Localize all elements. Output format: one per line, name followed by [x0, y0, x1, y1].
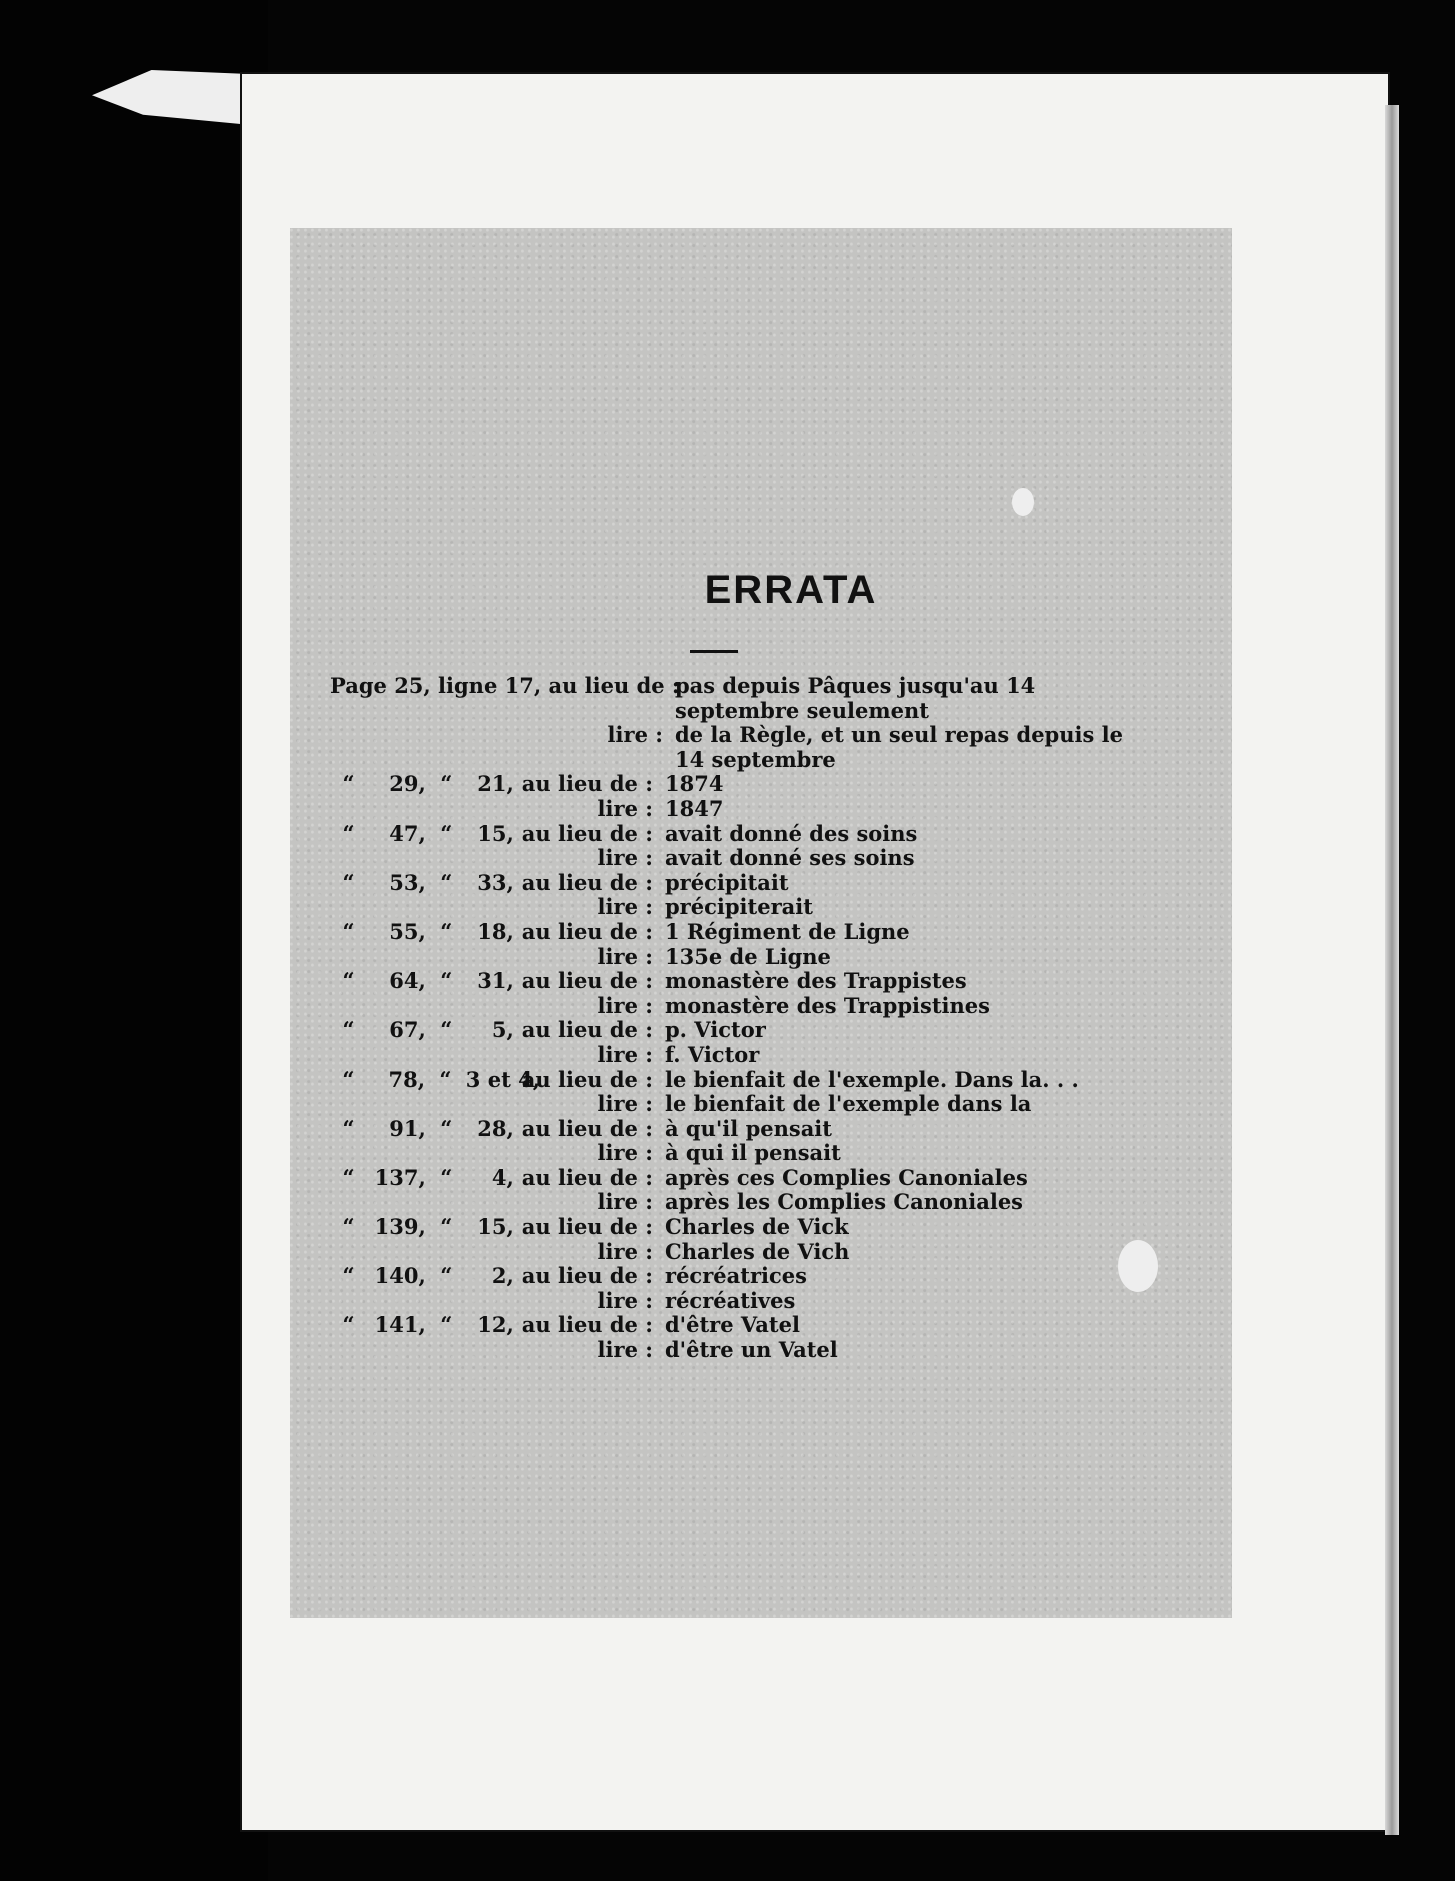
- incorrect-text: p. Victor: [665, 1017, 766, 1043]
- ditto-mark: “: [342, 1066, 355, 1092]
- page-ref: 67,: [389, 1017, 426, 1043]
- line-ref: 28,: [477, 1115, 514, 1141]
- incorrect-text: d'être Vatel: [665, 1312, 800, 1338]
- incorrect-text: récréatrices: [665, 1263, 807, 1289]
- title-rule: [690, 650, 738, 653]
- line-ref: 15,: [477, 820, 514, 846]
- lire-reference: [330, 1190, 665, 1215]
- corrected-text: précipiterait: [665, 894, 813, 920]
- errata-entry: [330, 920, 1130, 945]
- line-ref: 5,: [491, 1017, 514, 1043]
- paper-speck: [1012, 488, 1034, 516]
- entry-reference: [330, 1018, 665, 1043]
- lire-label: lire :: [597, 943, 653, 969]
- entry-reference: [330, 1313, 665, 1338]
- line-ref: 15,: [477, 1214, 514, 1240]
- page-ref: 64,: [389, 968, 426, 994]
- entry-reference: [330, 920, 665, 945]
- errata-entry: [330, 1264, 1130, 1289]
- entry-reference: [330, 969, 665, 994]
- ditto-mark: “: [342, 1115, 355, 1141]
- line-ref: 3 et 4,: [465, 1066, 541, 1092]
- ditto-mark: “: [342, 1164, 355, 1190]
- ditto-mark: “: [342, 1017, 355, 1043]
- errata-entry: [330, 822, 1130, 847]
- corrected-text: après les Complies Canoniales: [665, 1189, 1024, 1215]
- page-ref: 29,: [389, 771, 426, 797]
- page-ref: 137,: [374, 1164, 426, 1190]
- page-ref: 141,: [374, 1312, 426, 1338]
- ditto-mark: “: [440, 1164, 453, 1190]
- errata-correction: [330, 1190, 1130, 1215]
- page-ref: 55,: [389, 918, 426, 944]
- lire-label: lire :: [607, 722, 663, 748]
- lire-label: lire :: [597, 845, 653, 871]
- line-ref: 2,: [491, 1263, 514, 1289]
- incorrect-text: monastère des Trappistes: [665, 968, 967, 994]
- ditto-mark: “: [439, 1066, 452, 1092]
- lire-reference: [330, 797, 665, 822]
- errata-entry: [330, 1215, 1130, 1240]
- corrected-text: 1847: [665, 795, 724, 821]
- line-ref: ligne 17,: [438, 673, 549, 698]
- au-lieu-de-label: au lieu de :: [521, 1312, 653, 1338]
- ditto-mark: “: [342, 1214, 355, 1240]
- entry-reference: [330, 772, 665, 797]
- lire-label: lire :: [597, 1238, 653, 1264]
- errata-list: [330, 674, 1130, 1363]
- page-ref: 78,: [388, 1066, 426, 1092]
- ditto-mark: “: [440, 1312, 453, 1338]
- errata-entry: [330, 1018, 1130, 1043]
- ditto-mark: “: [342, 968, 355, 994]
- errata-entry: [330, 1068, 1130, 1093]
- errata-entry: [330, 674, 1130, 723]
- corrected-text: 135e de Ligne: [665, 943, 831, 969]
- lire-reference: [330, 1240, 665, 1265]
- errata-correction: [330, 1289, 1130, 1314]
- errata-correction: [330, 723, 1130, 772]
- line-ref: 31,: [477, 968, 514, 994]
- au-lieu-de-label: au lieu de :: [521, 1017, 653, 1043]
- errata-correction: [330, 1240, 1130, 1265]
- lire-label: lire :: [597, 1337, 653, 1363]
- incorrect-text: 1 Régiment de Ligne: [665, 918, 910, 944]
- ditto-mark: “: [440, 869, 453, 895]
- lire-label: lire :: [597, 1041, 653, 1067]
- page-edge: [1385, 105, 1399, 1835]
- corrected-text: f. Victor: [665, 1041, 760, 1067]
- entry-reference: [330, 1117, 665, 1142]
- errata-correction: [330, 994, 1130, 1019]
- au-lieu-de-label: au lieu de :: [521, 1164, 653, 1190]
- au-lieu-de-label: au lieu de :: [521, 820, 653, 846]
- errata-entry: [330, 969, 1130, 994]
- ditto-mark: “: [440, 1115, 453, 1141]
- incorrect-text: Charles de Vick: [665, 1214, 849, 1240]
- corrected-text: avait donné ses soins: [665, 845, 915, 871]
- incorrect-text: avait donné des soins: [665, 820, 918, 846]
- ditto-mark: “: [342, 918, 355, 944]
- line-ref: 18,: [477, 918, 514, 944]
- errata-entry: [330, 1166, 1130, 1191]
- incorrect-text: pas depuis Pâques jusqu'au 14 septembre seulement: [675, 673, 1036, 723]
- ditto-mark: “: [342, 1312, 355, 1338]
- lire-reference: [330, 1338, 665, 1363]
- incorrect-text: après ces Complies Canoniales: [665, 1164, 1028, 1190]
- lire-label: lire :: [597, 992, 653, 1018]
- lire-label: lire :: [597, 1287, 653, 1313]
- entry-reference: [330, 1264, 665, 1289]
- page-ref: 140,: [374, 1263, 426, 1289]
- entry-reference: [330, 1166, 665, 1191]
- ditto-mark: “: [342, 1263, 355, 1289]
- errata-correction: [330, 895, 1130, 920]
- line-ref: 12,: [477, 1312, 514, 1338]
- ditto-mark: “: [342, 869, 355, 895]
- line-ref: 4,: [491, 1164, 514, 1190]
- corrected-text: récréatives: [665, 1287, 796, 1313]
- page-title: ERRATA: [704, 568, 878, 612]
- lire-label: lire :: [597, 1091, 653, 1117]
- incorrect-text: précipitait: [665, 869, 789, 895]
- page-ref: 139,: [374, 1214, 426, 1240]
- page-ref: 53,: [389, 869, 426, 895]
- errata-entry: [330, 1117, 1130, 1142]
- page-ref: 91,: [389, 1115, 426, 1141]
- entry-reference: [330, 871, 665, 896]
- lire-reference: [330, 1092, 665, 1117]
- errata-correction: [330, 1141, 1130, 1166]
- errata-entry: [330, 1313, 1130, 1338]
- lire-reference: [330, 1289, 665, 1314]
- lire-reference: [330, 895, 665, 920]
- au-lieu-de-label: au lieu de :: [521, 771, 653, 797]
- au-lieu-de-label: au lieu de :: [521, 1115, 653, 1141]
- errata-correction: [330, 1338, 1130, 1363]
- corrected-text: monastère des Trappistines: [665, 992, 990, 1018]
- page-ref: Page 25,: [330, 673, 439, 698]
- entry-reference: [330, 673, 680, 723]
- ditto-mark: “: [440, 1017, 453, 1043]
- corrected-text: le bienfait de l'exemple dans la: [665, 1091, 1032, 1117]
- page-ref: 47,: [389, 820, 426, 846]
- lire-reference: [330, 846, 665, 871]
- lire-reference: [330, 723, 675, 772]
- lire-reference: [330, 994, 665, 1019]
- errata-entry: [330, 871, 1130, 896]
- ditto-mark: “: [342, 820, 355, 846]
- entry-reference: [330, 822, 665, 847]
- errata-entry: [330, 772, 1130, 797]
- corrected-text: d'être un Vatel: [665, 1337, 838, 1363]
- ditto-mark: “: [342, 771, 355, 797]
- lire-reference: [330, 1141, 665, 1166]
- ditto-mark: “: [440, 968, 453, 994]
- ditto-mark: “: [440, 771, 453, 797]
- ditto-mark: “: [440, 918, 453, 944]
- au-lieu-de-label: au lieu de :: [521, 968, 653, 994]
- lire-label: lire :: [597, 1189, 653, 1215]
- lire-label: lire :: [597, 894, 653, 920]
- errata-correction: [330, 797, 1130, 822]
- errata-correction: [330, 846, 1130, 871]
- lire-label: lire :: [597, 795, 653, 821]
- lire-reference: [330, 945, 665, 970]
- lire-label: lire :: [597, 1140, 653, 1166]
- incorrect-text: à qu'il pensait: [665, 1115, 832, 1141]
- au-lieu-de-label: au lieu de :: [548, 673, 680, 698]
- lire-reference: [330, 1043, 665, 1068]
- line-ref: 21,: [477, 771, 514, 797]
- dark-binding: [0, 0, 268, 1881]
- corrected-text: de la Règle, et un seul repas depuis le 14 septembre: [675, 722, 1123, 772]
- au-lieu-de-label: au lieu de :: [521, 869, 653, 895]
- ditto-mark: “: [440, 1263, 453, 1289]
- corrected-text: Charles de Vich: [665, 1238, 850, 1264]
- entry-reference: [330, 1068, 665, 1093]
- entry-reference: [330, 1215, 665, 1240]
- incorrect-text: 1874: [665, 771, 724, 797]
- au-lieu-de-label: au lieu de :: [521, 1066, 653, 1092]
- ditto-mark: “: [440, 820, 453, 846]
- au-lieu-de-label: au lieu de :: [521, 918, 653, 944]
- errata-correction: [330, 1043, 1130, 1068]
- errata-correction: [330, 945, 1130, 970]
- corrected-text: à qui il pensait: [665, 1140, 841, 1166]
- line-ref: 33,: [477, 869, 514, 895]
- au-lieu-de-label: au lieu de :: [521, 1214, 653, 1240]
- errata-correction: [330, 1092, 1130, 1117]
- incorrect-text: le bienfait de l'exemple. Dans la. . .: [665, 1066, 1079, 1092]
- au-lieu-de-label: au lieu de :: [521, 1263, 653, 1289]
- ditto-mark: “: [440, 1214, 453, 1240]
